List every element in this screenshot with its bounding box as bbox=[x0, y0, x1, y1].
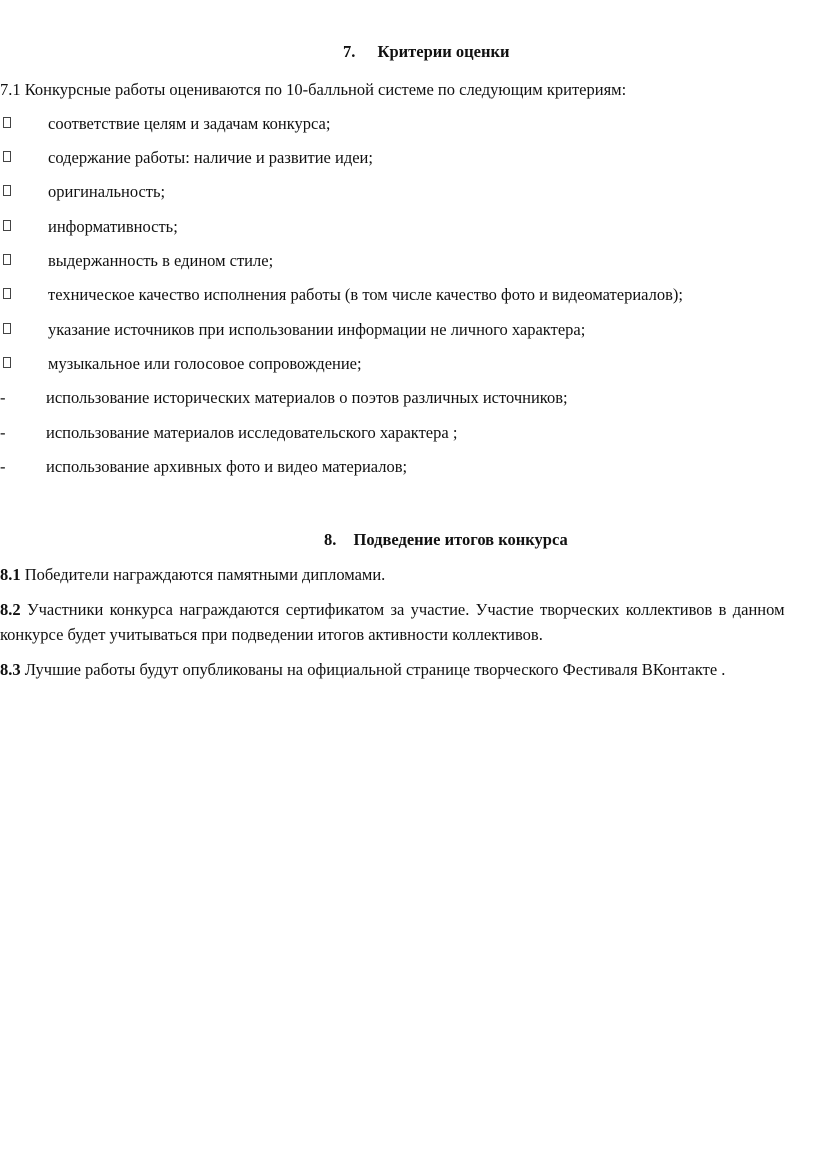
paragraph-8-2-line-1 bbox=[0, 600, 816, 620]
section-7-title: Критерии оценки bbox=[377, 42, 510, 61]
criteria-item-text: выдержанность в едином стиле; bbox=[48, 251, 274, 270]
section-8-number: 8. bbox=[324, 530, 337, 549]
criteria-item-text: указание источников при использовании информации не личного характера; bbox=[48, 320, 586, 339]
bullet-box-icon bbox=[3, 151, 11, 162]
dash-item-text: использование материалов исследовательского характера ; bbox=[46, 423, 458, 442]
section-8-heading bbox=[324, 530, 568, 550]
dash-marker: - bbox=[0, 388, 6, 407]
bullet-box-icon bbox=[3, 185, 11, 196]
bullet-box-icon bbox=[3, 323, 11, 334]
section-8-title: Подведение итогов конкурса bbox=[353, 530, 568, 549]
section-7-number: 7. bbox=[343, 42, 356, 61]
dash-item-text: использование исторических материалов о поэтов различных источников; bbox=[46, 388, 568, 407]
criteria-item-text: информативность; bbox=[48, 217, 178, 236]
bullet-box-icon bbox=[3, 254, 11, 265]
bullet-box-icon bbox=[3, 117, 11, 128]
paragraph-8-2-text-line-2: конкурсе будет учитываться при подведении итогов активности коллективов. bbox=[0, 625, 543, 644]
criteria-item-text: техническое качество исполнения работы (в том числе качество фото и видеоматериалов); bbox=[48, 285, 683, 304]
paragraph-8-1 bbox=[0, 565, 385, 585]
paragraph-8-3-label: 8.3 bbox=[0, 660, 21, 679]
paragraph-8-3-text: Лучшие работы будут опубликованы на официальной странице творческого Фестиваля ВКонтакте . bbox=[20, 660, 726, 679]
dash-marker: - bbox=[0, 457, 6, 476]
paragraph-8-1-text: Победители награждаются памятными дипломами. bbox=[20, 565, 386, 584]
dash-marker: - bbox=[0, 423, 6, 442]
intro-paragraph: 7.1 Конкурсные работы оцениваются по 10-балльной системе по следующим критериям: bbox=[0, 80, 627, 99]
criteria-item-text: музыкальное или голосовое сопровождение; bbox=[48, 354, 362, 373]
paragraph-8-2-label: 8.2 bbox=[0, 600, 21, 619]
paragraph-8-3 bbox=[0, 660, 725, 680]
criteria-item-text: содержание работы: наличие и развитие идеи; bbox=[48, 148, 373, 167]
bullet-box-icon bbox=[3, 288, 11, 299]
paragraph-8-2-text-line-1: Участники конкурса награждаются сертификатом за участие. Участие творческих коллективов в данном bbox=[20, 600, 785, 619]
bullet-box-icon bbox=[3, 357, 11, 368]
bullet-box-icon bbox=[3, 220, 11, 231]
criteria-item-text: оригинальность; bbox=[48, 182, 166, 201]
paragraph-8-1-label: 8.1 bbox=[0, 565, 21, 584]
paragraph-8-2 bbox=[0, 600, 816, 645]
criteria-item-text: соответствие целям и задачам конкурса; bbox=[48, 114, 331, 133]
dash-item-text: использование архивных фото и видео материалов; bbox=[46, 457, 408, 476]
section-7-heading bbox=[343, 42, 510, 62]
